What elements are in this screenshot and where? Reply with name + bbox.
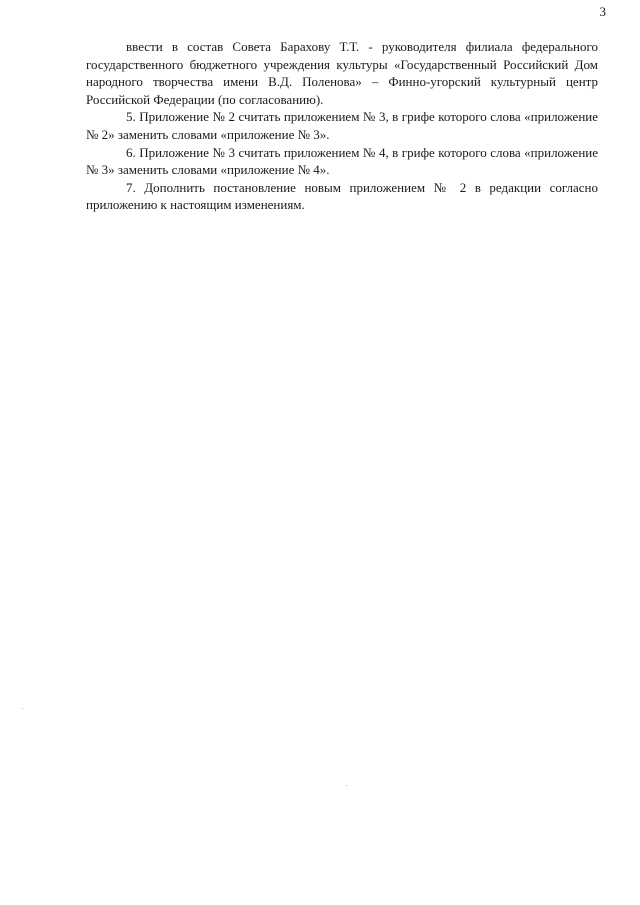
document-body — [86, 38, 598, 214]
paragraph-item-5: 5. Приложение № 2 считать приложением № 3, в грифе которого слова «приложение № 2» заменить словами «приложение № 3». — [86, 109, 598, 142]
scan-speck — [346, 785, 347, 786]
scan-speck — [22, 708, 23, 709]
paragraph-item-6: 6. Приложение № 3 считать приложением № 4, в грифе которого слова «приложение № 3» заменить словами «приложение № 4». — [86, 144, 598, 178]
paragraph-item-7: 7. Дополнить постановление новым приложением № 2 в редакции согласно приложению к настоящим изменениям. — [86, 179, 598, 213]
page-number: 3 — [599, 4, 606, 19]
paragraph-council-composition: ввести в состав Совета Барахову Т.Т. - руководителя филиала федерального государственного бюджетного учреждения культуры «Государственный Российский Дом народного творчества имени В.Д. Поленова» – Финно-угорский культурный центр Российской Федерации (по согласованию). — [86, 39, 598, 107]
